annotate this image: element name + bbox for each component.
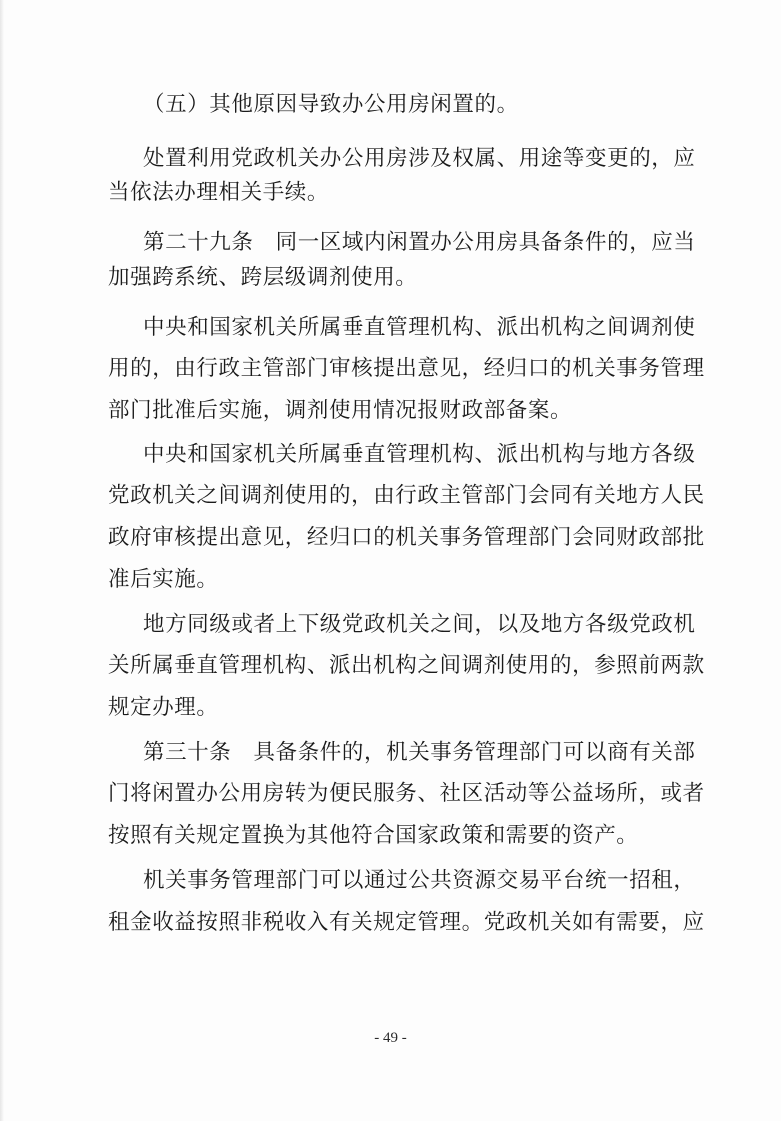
text-line-12: 准后实施。 [108,567,219,592]
text-line-11: 政府审核提出意见，经归口的机关事务管理部门会同财政部批 [108,525,705,550]
text-line-14: 关所属垂直管理机构、派出机构之间调剂使用的，参照前两款 [108,653,705,678]
text-line-6: 中央和国家机关所属垂直管理机构、派出机构之间调剂使 [143,315,696,340]
text-line-5: 加强跨系统、跨层级调剂使用。 [108,265,418,290]
text-line-1: （五）其他原因导致办公用房闲置的。 [143,92,519,117]
text-line-13: 地方同级或者上下级党政机关之间，以及地方各级党政机 [143,612,696,637]
text-line-20: 租金收益按照非税收入有关规定管理。党政机关如有需要，应 [108,910,705,935]
text-line-17: 门将闲置办公用房转为便民服务、社区活动等公益场所，或者 [108,781,705,806]
text-line-16: 第三十条 具备条件的，机关事务管理部门可以商有关部 [143,740,696,765]
text-line-15: 规定办理。 [108,695,219,720]
text-line-10: 党政机关之间调剂使用的，由行政主管部门会同有关地方人民 [108,483,705,508]
text-line-19: 机关事务管理部门可以通过公共资源交易平台统一招租， [143,868,696,893]
page-number: - 49 - [374,1030,407,1046]
text-line-7: 用的，由行政主管部门审核提出意见，经归口的机关事务管理 [108,356,705,381]
text-line-3: 当依法办理相关手续。 [108,180,330,205]
scan-edge [0,0,4,1121]
text-line-18: 按照有关规定置换为其他符合国家政策和需要的资产。 [108,823,639,848]
text-line-8: 部门批准后实施，调剂使用情况报财政部备案。 [108,398,573,423]
text-line-9: 中央和国家机关所属垂直管理机构、派出机构与地方各级 [143,442,696,467]
text-line-4: 第二十九条 同一区域内闲置办公用房具备条件的，应当 [143,230,696,255]
text-line-2: 处置利用党政机关办公用房涉及权属、用途等变更的，应 [143,146,696,171]
